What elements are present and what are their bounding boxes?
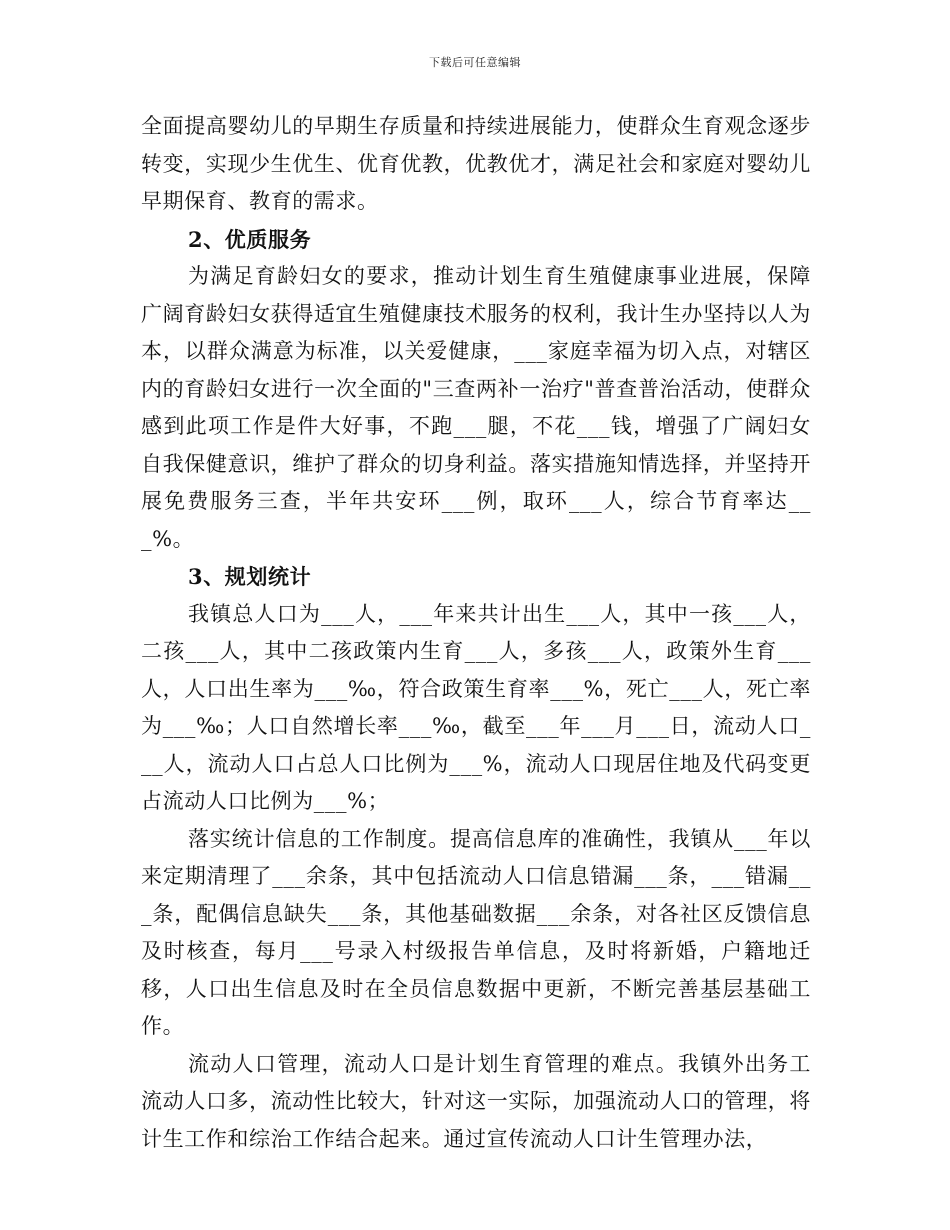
page-header-note: 下载后可任意编辑 (429, 56, 521, 69)
paragraph-continuation: 全面提高婴幼儿的早期生存质量和持续进展能力，使群众生育观念逐步转变，实现少生优生、优育优教，优教优才，满足社会和家庭对婴幼儿早期保育、教育的需求。 (141, 114, 811, 213)
section-heading-planning-statistics: 3、规划统计 (188, 564, 312, 589)
paragraph-population-statistics: 我镇总人口为___人，___年来共计出生___人，其中一孩___人，二孩___人，其中二孩政策内生育___人，多孩___人，政策外生育___人，人口出生率为___‰，符合政策生育率___%，死亡___人，死亡率为___‰；人口自然增长率___‰，截至___年___月___日，流动人口___人，流动人口占总人口比例为___%，流动人口现居住地及代码变更占流动人口比例为___%； (141, 601, 811, 813)
paragraph-floating-population: 流动人口管理，流动人口是计划生育管理的难点。我镇外出务工流动人口多，流动性比较大，针对这一实际，加强流动人口的管理，将计生工作和综治工作结合起来。通过宣传流动人口计生管理办法， (141, 1051, 811, 1151)
paragraph-quality-service: 为满足育龄妇女的要求，推动计划生育生殖健康事业进展，保障广阔育龄妇女获得适宜生殖健康技术服务的权利，我计生办坚持以人为本，以群众满意为标准，以关爱健康，___家庭幸福为切入点，对辖区内的育龄妇女进行一次全面的"三查两补一治疗"普查普治活动，使群众感到此项工作是件大好事，不跑___腿，不花___钱，增强了广阔妇女自我保健意识，维护了群众的切身利益。落实措施知情选择，并坚持开展免费服务三查，半年共安环___例，取环___人，综合节育率达___%。 (141, 264, 811, 551)
paragraph-statistics-system: 落实统计信息的工作制度。提高信息库的准确性，我镇从___年以来定期清理了___余条，其中包括流动人口信息错漏___条，___错漏___条，配偶信息缺失___条，其他基础数据___余条，对各社区反馈信息及时核查，每月___号录入村级报告单信息，及时将新婚，户籍地迁移，人口出生信息及时在全员信息数据中更新，不断完善基层基础工作。 (141, 826, 811, 1038)
document-body (141, 108, 811, 1158)
section-heading-quality-service: 2、优质服务 (188, 226, 312, 252)
